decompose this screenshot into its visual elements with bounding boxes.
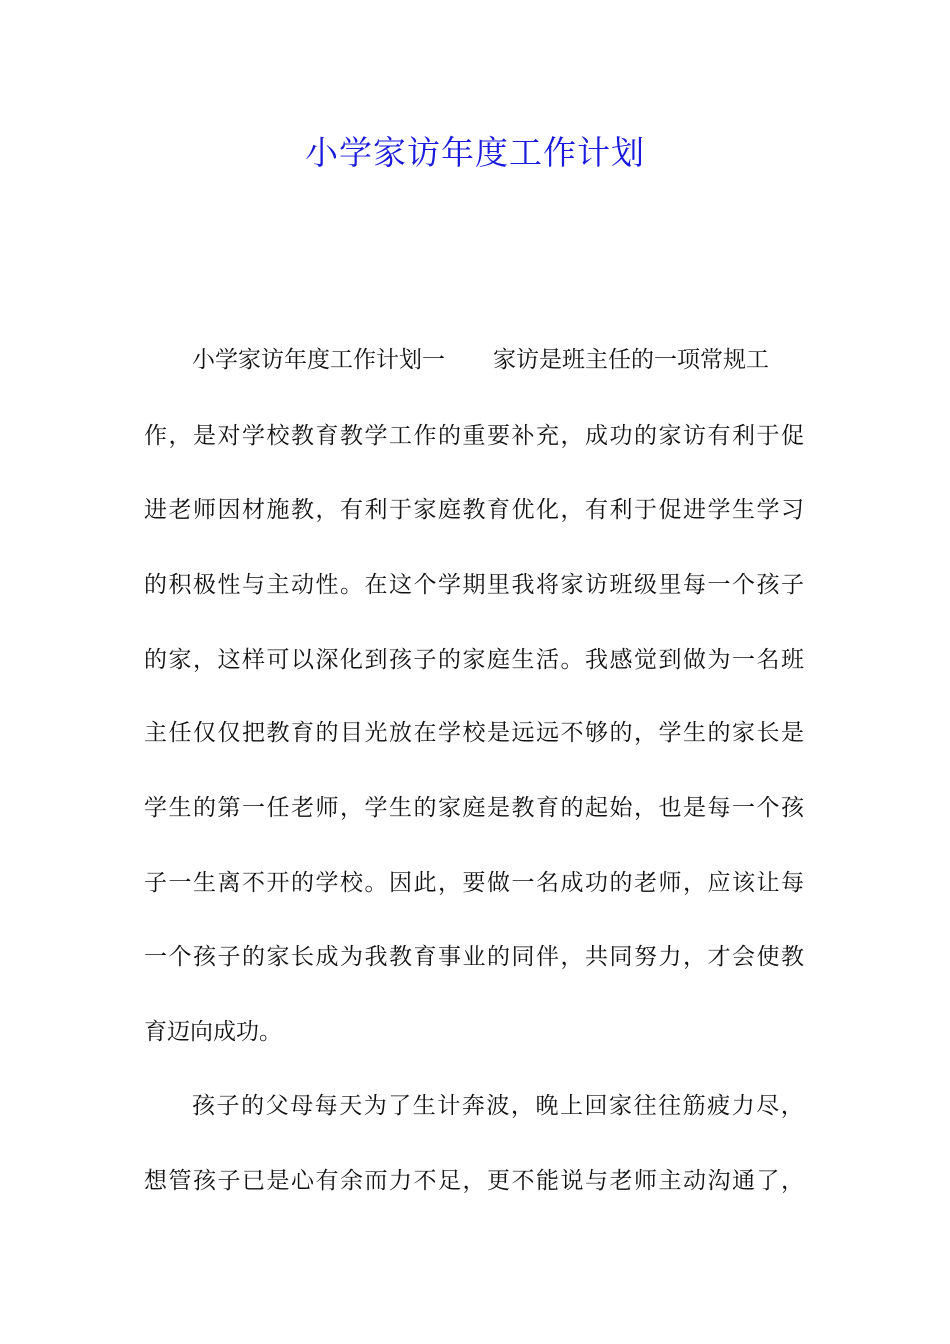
paragraph-1-line-1 bbox=[192, 339, 804, 381]
paragraph-1-line-2: 作 ， 是 对 学 校 教 育 教 学 工 作 的 重 要 补 充 ， 成 功 的 家 访 有 利 于 促 bbox=[144, 423, 804, 449]
paragraph-1-line-9: 一 个 孩 子 的 家 长 成 为 我 教 育 事 业 的 同 伴 ， 共 同 努 力 ， 才 会 使 教 bbox=[144, 944, 804, 970]
paragraph-1-line-7: 学 生 的 第 一 任 老 师 ， 学 生 的 家 庭 是 教 育 的 起 始 ， 也 是 每 一 个 孩 bbox=[144, 795, 804, 821]
paragraph-1-line-4: 的 积 极 性 与 主 动 性 。 在 这 个 学 期 里 我 将 家 访 班 级 里 每 一 个 孩 子 bbox=[144, 572, 804, 598]
paragraph-1-line-3: 进 老 师 因 材 施 教 ， 有 利 于 家 庭 教 育 优 化 ， 有 利 于 促 进 学 生 学 习 bbox=[144, 497, 804, 523]
paragraph-1-line-5: 的 家 ， 这 样 可 以 深 化 到 孩 子 的 家 庭 生 活 。 我 感 觉 到 做 为 一 名 班 bbox=[144, 647, 804, 673]
document-title: 小学家访年度工作计划 bbox=[305, 133, 645, 172]
paragraph-2-line-2: 想 管 孩 子 已 是 心 有 余 而 力 不 足 ， 更 不 能 说 与 老 师 主 动 沟 通 了 ， bbox=[144, 1168, 804, 1194]
paragraph-2-line-1: 孩 子 的 父 母 每 天 为 了 生 计 奔 波 ， 晚 上 回 家 往 往 筋 疲 力 尽 ， bbox=[192, 1093, 804, 1119]
paragraph-1-lead-text: 家访是班主任的一项常规工 bbox=[493, 347, 769, 373]
paragraph-1-line-10: 育迈向成功。 bbox=[144, 1019, 282, 1045]
paragraph-1-line-6: 主 任 仅 仅 把 教 育 的 目 光 放 在 学 校 是 远 远 不 够 的 ， 学 生 的 家 长 是 bbox=[144, 720, 804, 746]
paragraph-1-line-8: 子 一 生 离 不 开 的 学 校 。 因 此 ， 要 做 一 名 成 功 的 老 师 ， 应 该 让 每 bbox=[144, 870, 804, 896]
paragraph-1-heading-text: 小学家访年度工作计划一 bbox=[192, 347, 445, 373]
